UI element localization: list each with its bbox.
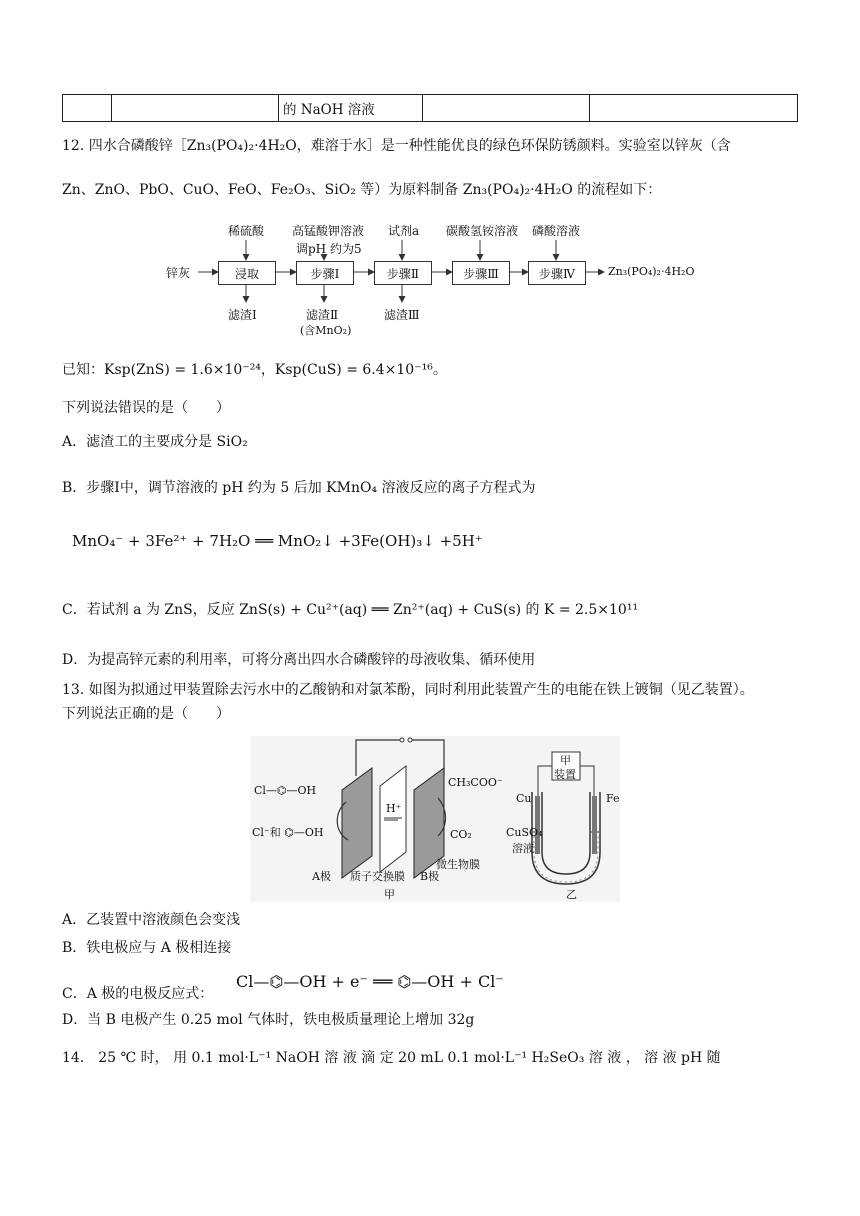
reagent-label: 试剂a — [388, 224, 420, 238]
ion-label: H⁺ — [386, 802, 402, 815]
product-label: Cl⁻和 ⌬—OH — [252, 826, 324, 839]
q12-prompt: 下列说法错误的是（ ） — [62, 400, 230, 416]
residue-label: 滤渣Ⅱ — [306, 308, 339, 322]
solution-label: 溶液 — [512, 842, 534, 855]
q12-known: 已知：Ksp(ZnS) = 1.6×10⁻²⁴，Ksp(CuS) = 6.4×10⁻¹⁶。 — [62, 362, 447, 378]
residue-label: 滤渣Ⅰ — [228, 308, 257, 322]
step-box: 步骤Ⅲ — [452, 261, 510, 285]
product-label: Zn₃(PO₄)₂·4H₂O — [608, 265, 695, 278]
electrode-label: Cu — [516, 792, 532, 805]
step-box: 浸取 — [218, 261, 276, 285]
electrode-label: B极 — [420, 870, 440, 883]
q12-option-b: B．步骤Ⅰ中，调节溶液的 pH 约为 5 后加 KMnO₄ 溶液反应的离子方程式为 — [62, 480, 536, 496]
electrode-label: Fe — [606, 792, 620, 805]
electrochem-figure — [250, 736, 620, 902]
q12-stem-line1: 12. 四水合磷酸锌［Zn₃(PO₄)₂·4H₂O，难溶于水］是一种性能优良的绿色环保防锈颜料。实验室以锌灰（含 — [62, 138, 731, 154]
product-label: CO₂ — [450, 828, 472, 841]
q13-option-b: B．铁电极应与 A 极相连接 — [62, 940, 232, 956]
q12-stem-line2: Zn、ZnO、PbO、CuO、FeO、Fe₂O₃、SiO₂ 等）为原料制备 Zn₃(PO₄)₂·4H₂O 的流程如下： — [62, 182, 662, 198]
table-cell: 的 NaOH 溶液 — [279, 95, 423, 122]
q12-option-c: C．若试剂 a 为 ZnS，反应 ZnS(s) + Cu²⁺(aq) ══ Zn²⁺(aq) + CuS(s) 的 K = 2.5×10¹¹ — [62, 602, 639, 618]
reagent-label: 调pH — [296, 242, 327, 256]
solution-label: CuSO₄ — [506, 826, 543, 839]
reagent-label: 磷酸溶液 — [532, 224, 581, 238]
step-box: 步骤Ⅱ — [374, 261, 432, 285]
biofilm-label: 微生物膜 — [436, 858, 480, 871]
q13-option-d: D．当 B 电极产生 0.25 mol 气体时，铁电极质量理论上增加 32g — [62, 1012, 475, 1028]
residue-note: (含MnO₂) — [300, 324, 352, 337]
membrane-label: 质子交换膜 — [350, 870, 405, 883]
reagent-label: 碳酸氢铵溶液 — [446, 224, 519, 238]
table-cell — [63, 95, 112, 122]
table-row — [63, 95, 798, 122]
process-flow-diagram — [160, 218, 720, 338]
figure-caption: 甲 — [384, 888, 395, 901]
reagent-label: 约为5 — [330, 242, 362, 256]
reactant-label: CH₃COO⁻ — [448, 776, 503, 789]
reagent-label: 高锰酸钾溶液 — [292, 224, 365, 238]
device-label: 装置 — [554, 768, 576, 781]
q14-stem-line1: 14． 25 ℃ 时， 用 0.1 mol·L⁻¹ NaOH 溶 液 滴 定 20 mL 0.1 mol·L⁻¹ H₂SeO₃ 溶 液 ， 溶 液 pH 随 — [62, 1050, 721, 1066]
electrode-label: A极 — [312, 870, 331, 883]
q13-option-c-equation: Cl—⌬—OH + e⁻ ══ ⌬—OH + Cl⁻ — [236, 972, 504, 991]
residue-label: 滤渣Ⅲ — [384, 308, 420, 322]
q12-option-d: D．为提高锌元素的利用率，可将分离出四水合磷酸锌的母液收集、循环使用 — [62, 652, 536, 668]
q12-option-b-equation: MnO₄⁻ + 3Fe²⁺ + 7H₂O ══ MnO₂↓ +3Fe(OH)₃↓ +5H⁺ — [72, 532, 483, 550]
table-cell — [423, 95, 590, 122]
q13-stem-line1: 13. 如图为拟通过甲装置除去污水中的乙酸钠和对氯苯酚，同时利用此装置产生的电能在铁上镀铜（见乙装置）。 — [62, 682, 754, 698]
table-cell — [590, 95, 798, 122]
q13-option-a: A．乙装置中溶液颜色会变浅 — [62, 912, 241, 928]
table-cell — [112, 95, 279, 122]
q13-option-c: C．A 极的电极反应式： — [62, 986, 214, 1002]
q12-option-a: A．滤渣工的主要成分是 SiO₂ — [62, 434, 248, 450]
reagent-label: 稀硫酸 — [228, 224, 265, 238]
step-box: 步骤Ⅳ — [528, 261, 586, 285]
reactant-label: Cl—⌬—OH — [254, 784, 317, 797]
q13-stem-line2: 下列说法正确的是（ ） — [62, 706, 230, 722]
step-box: 步骤Ⅰ — [296, 261, 354, 285]
figure-caption: 乙 — [566, 888, 577, 901]
answer-table — [62, 94, 798, 122]
flow-start-label: 锌灰 — [166, 266, 191, 280]
device-label: 甲 — [560, 754, 571, 767]
